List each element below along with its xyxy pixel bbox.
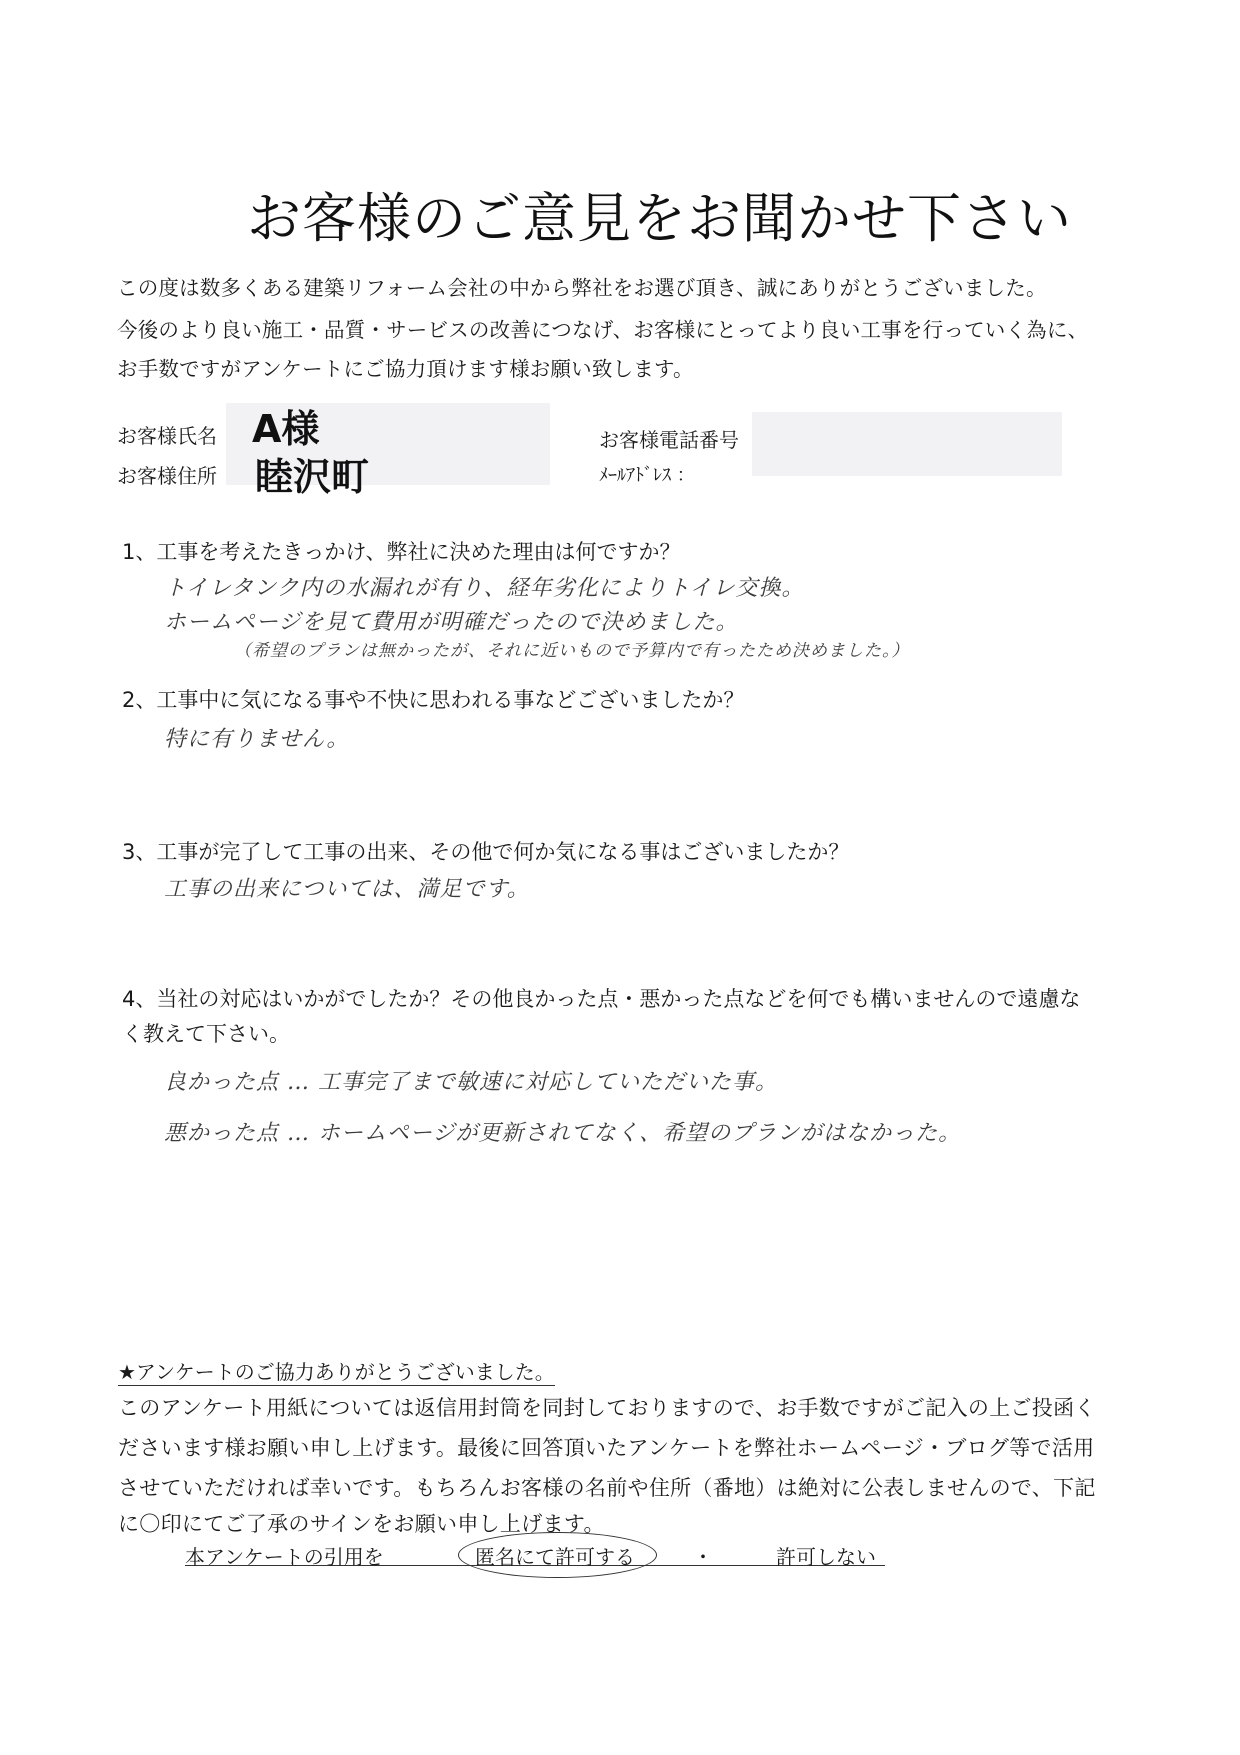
- customer-email-label: ﾒｰﾙｱﾄﾞﾚｽ ：: [599, 465, 695, 486]
- intro-line-1: この度は数多くある建築リフォーム会社の中から弊社をお選び頂き、誠にありがとうございました。: [117, 276, 1047, 300]
- page-title: お客様のご意見をお聞かせ下さい: [247, 187, 1072, 250]
- footer-thanks: ★アンケートのご協力ありがとうございました。: [118, 1356, 555, 1386]
- permission-label: 本アンケートの引用を: [185, 1545, 384, 1569]
- footer-line-3: させていただければ幸いです。もちろんお客様の名前や住所（番地）は絶対に公表しませんので、下記: [118, 1476, 1096, 1500]
- footer-line-1: このアンケート用紙については返信用封筒を同封しておりますので、お手数ですがご記入の上ご投函く: [118, 1396, 1096, 1420]
- question-4: 4、当社の対応はいかがでしたか？その他良かった点・悪かった点などを何でも構いませんので遠慮な: [122, 987, 1081, 1011]
- answer-1-line-1: トイレタンク内の水漏れが有り、経年劣化によりトイレ交換。: [164, 576, 805, 601]
- question-2: 2、工事中に気になる事や不快に思われる事などございましたか？: [122, 688, 745, 712]
- customer-phone-label: お客様電話番号: [599, 428, 739, 452]
- intro-line-3: お手数ですがアンケートにご協力頂けます様お願い致します。: [117, 357, 694, 381]
- question-3: 3、工事が完了して工事の出来、その他で何か気になる事はございましたか？: [122, 840, 850, 864]
- footer-line-2: ださいます様お願い申し上げます。最後に回答頂いたアンケートを弊社ホームページ・ブログ等で活用: [118, 1436, 1095, 1460]
- answer-1-line-3: （希望のプランは無かったが、それに近いもので予算内で有ったため決めました。）: [234, 641, 910, 661]
- option-separator: ・: [693, 1545, 713, 1569]
- customer-address-label: お客様住所: [117, 464, 217, 488]
- answer-4-line-1: 良かった点 … 工事完了まで敏速に対応していただいた事。: [164, 1070, 778, 1095]
- footer-line-4: に〇印にてご了承のサインをお願い申し上げます。: [118, 1512, 605, 1536]
- customer-name-label: お客様氏名: [117, 424, 217, 448]
- intro-line-2: 今後のより良い施工・品質・サービスの改善につなげ、お客様にとってより良い工事を行っていく為に、: [117, 318, 1089, 342]
- customer-name-value: A様: [252, 407, 320, 451]
- option-allow-anonymous[interactable]: 匿名にて許可する: [475, 1545, 635, 1569]
- question-4-cont: く教えて下さい。: [122, 1022, 290, 1046]
- redacted-contact-block: [752, 412, 1062, 476]
- answer-4-line-2: 悪かった点 … ホームページが更新されてなく、希望のプランがはなかった。: [164, 1121, 962, 1146]
- answer-1-line-2: ホームページを見て費用が明確だったので決めました。: [164, 610, 739, 635]
- answer-2-line-1: 特に有りません。: [164, 727, 350, 752]
- customer-address-value: 睦沢町: [255, 455, 370, 499]
- answer-3-line-1: 工事の出来については、満足です。: [164, 877, 530, 902]
- option-deny[interactable]: 許可しない: [776, 1545, 876, 1569]
- question-1: 1、工事を考えたきっかけ、弊社に決めた理由は何ですか？: [122, 540, 681, 564]
